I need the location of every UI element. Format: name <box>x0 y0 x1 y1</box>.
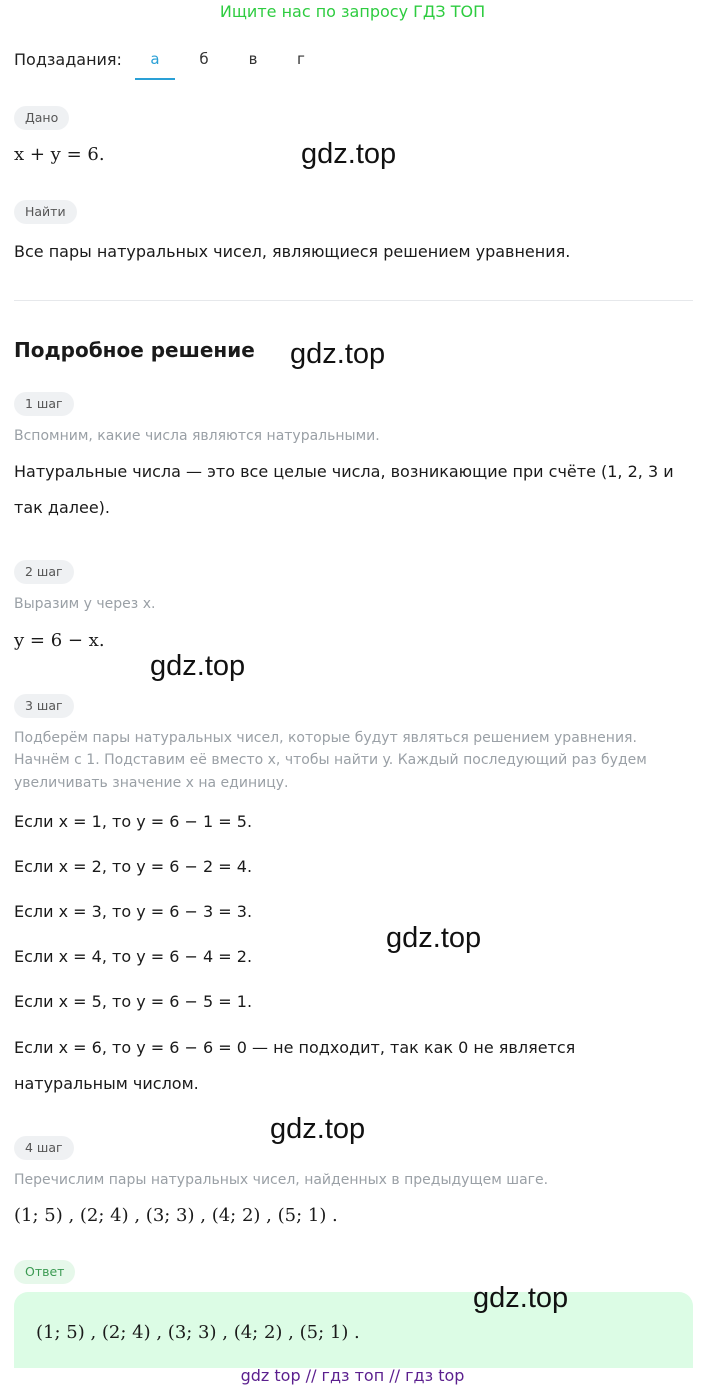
subtasks-bar <box>14 48 691 82</box>
step1-badge: 1 шаг <box>14 392 74 416</box>
case-line-continued: натуральным числом. <box>14 1074 199 1093</box>
answer-pairs: (1; 5) , (2; 4) , (3; 3) , (4; 2) , (5; 1) . <box>36 1322 360 1343</box>
step3-note-3: увеличивать значение x на единицу. <box>14 775 289 791</box>
tab-g[interactable]: г <box>297 50 305 68</box>
case-line: Если x = 4, то y = 6 − 4 = 2. <box>14 947 253 966</box>
step2-badge: 2 шаг <box>14 560 74 584</box>
watermark: gdz.top <box>290 338 386 370</box>
case-line: Если x = 6, то y = 6 − 6 = 0 — не подходит, так как 0 не является <box>14 1038 576 1057</box>
given-formula: x + y = 6. <box>14 144 105 165</box>
answer-box <box>14 1292 693 1368</box>
step2-formula: y = 6 − x. <box>14 630 105 651</box>
find-badge: Найти <box>14 200 77 224</box>
answer-badge: Ответ <box>14 1260 75 1284</box>
step2-note: Выразим y через x. <box>14 596 156 612</box>
solution-title: Подробное решение <box>14 338 255 362</box>
watermark: gdz.top <box>150 650 246 682</box>
tab-b[interactable]: б <box>199 50 209 68</box>
step1-line1: Натуральные числа — это все целые числа, возникающие при счёте (1, 2, 3 и <box>14 462 674 481</box>
find-text: Все пары натуральных чисел, являющиеся решением уравнения. <box>14 242 571 261</box>
watermark: gdz.top <box>301 138 397 170</box>
step3-badge: 3 шаг <box>14 694 74 718</box>
search-banner: Ищите нас по запросу ГДЗ ТОП <box>219 2 486 21</box>
given-badge: Дано <box>14 106 69 130</box>
tab-a[interactable]: а <box>135 50 175 80</box>
step4-note: Перечислим пары натуральных чисел, найденных в предыдущем шаге. <box>14 1172 549 1188</box>
section-divider <box>14 300 693 301</box>
step1-note: Вспомним, какие числа являются натуральными. <box>14 428 380 444</box>
watermark: gdz.top <box>473 1282 569 1314</box>
case-line: Если x = 3, то y = 6 − 3 = 3. <box>14 902 253 921</box>
step4-badge: 4 шаг <box>14 1136 74 1160</box>
footer-links[interactable]: gdz top // гдз топ // гдз top <box>240 1366 465 1385</box>
step1-line2: так далее). <box>14 498 110 517</box>
step4-pairs: (1; 5) , (2; 4) , (3; 3) , (4; 2) , (5; 1) . <box>14 1205 338 1226</box>
subtasks-label: Подзадания: <box>14 50 122 69</box>
case-line: Если x = 5, то y = 6 − 5 = 1. <box>14 992 253 1011</box>
case-line: Если x = 2, то y = 6 − 2 = 4. <box>14 857 253 876</box>
step3-note-1: Подберём пары натуральных чисел, которые будут являться решением уравнения. <box>14 730 637 746</box>
watermark: gdz.top <box>386 922 482 954</box>
watermark: gdz.top <box>270 1113 366 1145</box>
case-line: Если x = 1, то y = 6 − 1 = 5. <box>14 812 253 831</box>
tab-v[interactable]: в <box>248 50 258 68</box>
step3-note-2: Начнём с 1. Подставим её вместо x, чтобы найти y. Каждый последующий раз будем <box>14 752 647 768</box>
